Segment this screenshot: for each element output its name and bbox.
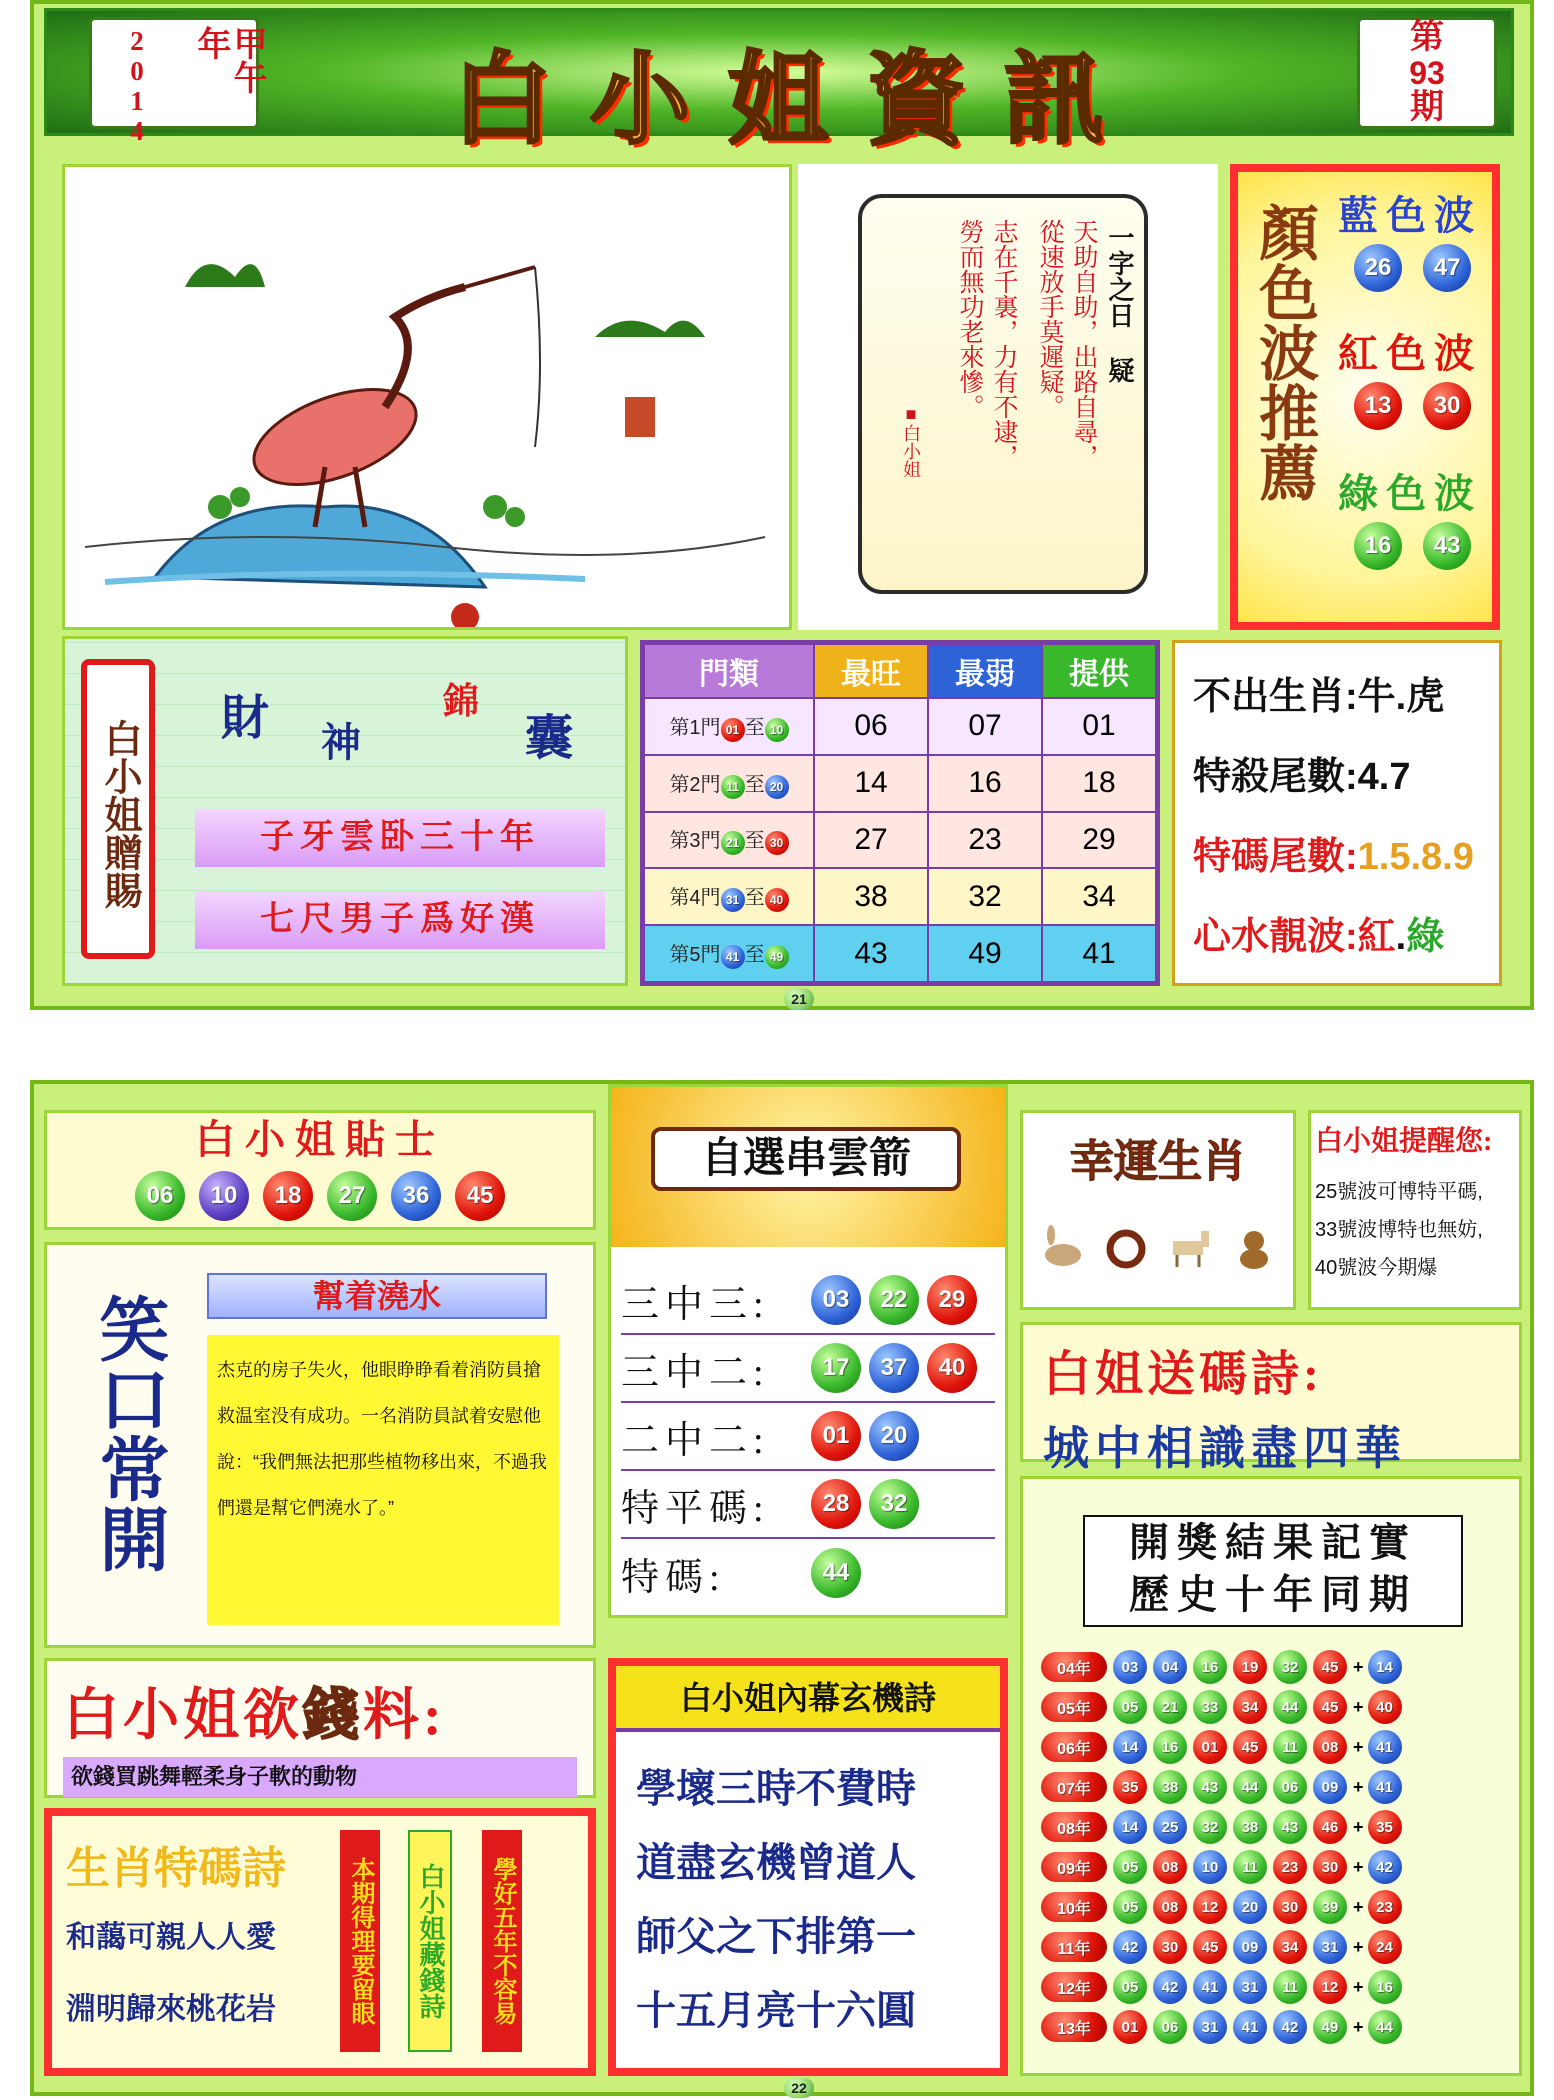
- history-panel: [1020, 1476, 1522, 2076]
- lucky-panel: [1020, 1110, 1296, 1310]
- history-row: [1041, 1647, 1511, 1687]
- number-ball: 12: [1313, 1970, 1347, 2004]
- zhi-label: 至: [744, 830, 765, 853]
- history-row: [1041, 2007, 1511, 2047]
- number-ball: 30: [1423, 382, 1471, 430]
- door-label: 第5門: [669, 944, 721, 967]
- ziyuan-row-label: 二中二:: [621, 1419, 770, 1462]
- year-book: [89, 17, 265, 146]
- remind-line-2: 33號波博特也無妨,: [1315, 1219, 1483, 1241]
- number-ball: 42: [1273, 2010, 1307, 2044]
- number-ball: 31: [721, 888, 745, 912]
- number-ball: 05: [1113, 1850, 1147, 1884]
- number-ball: 06: [135, 1171, 185, 1221]
- monkey-icon: [1229, 1225, 1279, 1269]
- year-num: 2014: [122, 26, 152, 146]
- tieshi-title: 白小姐貼士: [195, 1117, 445, 1162]
- number-ball: 30: [765, 831, 789, 855]
- gift-line-1: 子牙雲卧三十年: [195, 809, 605, 867]
- number-ball: 28: [811, 1479, 861, 1529]
- special-tail-value: 1.5.8.9: [1357, 836, 1474, 878]
- table-row: [644, 698, 1156, 755]
- col-header-min: 最弱: [928, 644, 1042, 698]
- color-wave-side-title: 顏色波推薦: [1251, 202, 1317, 502]
- heron-fishing-illustration: [65, 167, 789, 627]
- number-ball: 16: [1193, 1650, 1227, 1684]
- history-rows: [1041, 1647, 1511, 2047]
- kill-tail-line: 特殺尾數:4.7: [1193, 756, 1411, 798]
- lucky-title: 幸運生肖: [1070, 1137, 1246, 1186]
- number-ball: 05: [1113, 1890, 1147, 1924]
- number-ball: 45: [1233, 1730, 1267, 1764]
- number-ball: 03: [811, 1275, 861, 1325]
- history-title-1: 開獎結果記實: [1129, 1520, 1417, 1565]
- red-wave-label: 紅色波: [1338, 331, 1482, 376]
- inner-poem-title: 白小姐內幕玄機詩: [616, 1666, 1000, 1732]
- history-year: 04年: [1041, 1652, 1107, 1682]
- table-cell: 43: [814, 925, 928, 982]
- number-ball: 25: [1153, 1810, 1187, 1844]
- history-row: [1041, 1887, 1511, 1927]
- green-wave-nums: [1354, 522, 1471, 570]
- number-ball: 06: [1273, 1770, 1307, 1804]
- number-ball: 12: [1193, 1890, 1227, 1924]
- number-ball: 10: [765, 718, 789, 742]
- special-ball: 16: [1368, 1970, 1402, 2004]
- special-ball: 44: [1368, 2010, 1402, 2044]
- history-row: [1041, 1927, 1511, 1967]
- number-ball: 33: [1193, 1690, 1227, 1724]
- inner-poem-line: 道盡玄機曾道人: [636, 1840, 916, 1885]
- number-ball: 26: [1354, 244, 1402, 292]
- special-tail-line: [1193, 817, 1481, 897]
- table-row: [644, 925, 1156, 982]
- table-cell: 07: [928, 698, 1042, 755]
- number-ball: 32: [1193, 1810, 1227, 1844]
- history-year: 07年: [1041, 1772, 1107, 1802]
- number-ball: 03: [1113, 1650, 1147, 1684]
- ziyuan-row-label: 三中三:: [621, 1283, 770, 1326]
- scroll-title: 一字之日 疑: [1105, 224, 1134, 383]
- door-label: 第3門: [669, 830, 721, 853]
- zhi-label: 至: [744, 887, 765, 910]
- history-year: 08年: [1041, 1812, 1107, 1842]
- number-ball: 14: [1113, 1810, 1147, 1844]
- number-ball: 08: [1153, 1850, 1187, 1884]
- heart-wave-label: 心水靚波:: [1193, 916, 1358, 958]
- remind-panel: [1308, 1110, 1522, 1310]
- door-label-cell: [644, 755, 814, 812]
- bottom-page: [30, 1080, 1534, 2096]
- table-row: [644, 812, 1156, 869]
- number-ball: 01: [721, 718, 745, 742]
- special-ball: 24: [1368, 1930, 1402, 1964]
- remind-title: 白小姐提醒您:: [1315, 1126, 1493, 1157]
- special-ball: 41: [1368, 1730, 1402, 1764]
- special-tail-label: 特碼尾數:: [1193, 836, 1358, 878]
- scroll-line-1: 天助自助，出路自尋，: [1070, 219, 1097, 469]
- heart-wave-dot: .: [1395, 916, 1407, 958]
- history-year: 13年: [1041, 2012, 1107, 2042]
- joke-panel: [44, 1242, 596, 1648]
- number-ball: 21: [1153, 1690, 1187, 1724]
- number-ball: 11: [1273, 1970, 1307, 2004]
- ziyuan-panel: [608, 1084, 1008, 1618]
- number-ball: 43: [1193, 1770, 1227, 1804]
- number-ball: 36: [391, 1171, 441, 1221]
- number-ball: 04: [1153, 1650, 1187, 1684]
- history-row: [1041, 1727, 1511, 1767]
- number-ball: 22: [869, 1275, 919, 1325]
- gift-word-2: 神: [321, 720, 361, 765]
- special-ball: 14: [1368, 1650, 1402, 1684]
- table-cell: 01: [1042, 698, 1156, 755]
- number-ball: 16: [1153, 1730, 1187, 1764]
- gift-side-label: 白小姐贈賜: [81, 659, 155, 959]
- tieshi-panel: [44, 1110, 596, 1230]
- number-ball: 11: [1233, 1850, 1267, 1884]
- table-cell: 18: [1042, 755, 1156, 812]
- number-ball: 20: [765, 775, 789, 799]
- number-ball: 34: [1273, 1930, 1307, 1964]
- poem-send-title: 白姐送碼詩:: [1043, 1348, 1323, 1401]
- page-number-bottom: 22: [784, 2078, 814, 2098]
- history-row: [1041, 1967, 1511, 2007]
- number-ball: 17: [811, 1343, 861, 1393]
- inner-poem-line: 十五月亮十六圓: [636, 1988, 916, 2033]
- top-page: [30, 0, 1534, 1010]
- number-ball: 13: [1354, 382, 1402, 430]
- history-row: [1041, 1687, 1511, 1727]
- plus-sign: +: [1353, 1736, 1364, 1757]
- door-label-cell: [644, 868, 814, 925]
- number-ball: 46: [1313, 1810, 1347, 1844]
- issue-num: 93: [1409, 55, 1445, 91]
- zodiac-poem-panel: [44, 1808, 596, 2076]
- number-ball: 47: [1423, 244, 1471, 292]
- number-ball: 45: [1313, 1690, 1347, 1724]
- number-ball: 09: [1313, 1770, 1347, 1804]
- heart-wave-red: 紅: [1357, 916, 1396, 958]
- number-ball: 21: [721, 831, 745, 855]
- ziyuan-row: [621, 1403, 995, 1471]
- number-ball: 01: [811, 1411, 861, 1461]
- number-ball: 10: [199, 1171, 249, 1221]
- plus-sign: +: [1353, 1936, 1364, 1957]
- history-year: 09年: [1041, 1852, 1107, 1882]
- money-riddle: 欲錢買跳舞輕柔身子軟的動物: [63, 1757, 577, 1797]
- number-ball: 31: [1313, 1930, 1347, 1964]
- number-ball: 23: [1273, 1850, 1307, 1884]
- number-ball: 41: [1233, 2010, 1267, 2044]
- special-ball: 40: [1368, 1690, 1402, 1724]
- number-ball: 08: [1153, 1890, 1187, 1924]
- ziyuan-row-label: 三中二:: [621, 1351, 770, 1394]
- number-ball: 41: [1193, 1970, 1227, 2004]
- zodiac-poem-vertical-3: 學好五年不容易: [482, 1830, 522, 2052]
- number-ball: 37: [869, 1343, 919, 1393]
- number-ball: 44: [1233, 1770, 1267, 1804]
- number-ball: 11: [1273, 1730, 1307, 1764]
- inner-poem-line: 學壞三時不費時: [636, 1766, 916, 1811]
- money-panel: [44, 1658, 596, 1798]
- number-ball: 42: [1113, 1930, 1147, 1964]
- number-ball: 44: [1273, 1690, 1307, 1724]
- door-label: 第1門: [669, 716, 721, 739]
- joke-title: 幫着澆水: [207, 1273, 547, 1319]
- number-ball: 27: [327, 1171, 377, 1221]
- number-ball: 40: [927, 1343, 977, 1393]
- table-cell: 23: [928, 812, 1042, 869]
- door-label: 第4門: [669, 887, 721, 910]
- gift-word-4: 囊: [525, 712, 574, 765]
- illustration-panel: [62, 164, 792, 630]
- money-title: [63, 1671, 593, 1751]
- zodiac-poem-vertical-2: 白小姐藏錢詩: [408, 1830, 452, 2052]
- snake-icon: [1101, 1225, 1151, 1269]
- tips-panel: [1172, 640, 1502, 986]
- number-ball: 45: [1313, 1650, 1347, 1684]
- zhi-label: 至: [744, 944, 765, 967]
- col-header-type: 門類: [644, 644, 814, 698]
- number-ball: 31: [1193, 2010, 1227, 2044]
- zodiac-poem-line-2: 淵明歸來桃花岩: [66, 1993, 276, 2026]
- number-ball: 05: [1113, 1690, 1147, 1724]
- number-ball: 20: [869, 1411, 919, 1461]
- history-year: 12年: [1041, 1972, 1107, 2002]
- gift-word-3: 錦: [443, 681, 480, 721]
- history-title-2: 歷史十年同期: [1129, 1572, 1417, 1617]
- green-wave-label: 綠色波: [1338, 471, 1482, 516]
- plus-sign: +: [1353, 1776, 1364, 1797]
- number-ball: 43: [1423, 522, 1471, 570]
- gift-panel: [62, 636, 628, 986]
- plus-sign: +: [1353, 1816, 1364, 1837]
- plus-sign: +: [1353, 1856, 1364, 1877]
- number-ball: 34: [1233, 1690, 1267, 1724]
- main-title: 白小姐資訊: [452, 45, 1142, 156]
- zhi-label: 至: [744, 716, 765, 739]
- zodiac-poem-title: 生肖特碼詩: [66, 1844, 286, 1893]
- door-label: 第2門: [669, 773, 721, 796]
- number-ball: 18: [263, 1171, 313, 1221]
- number-ball: 45: [455, 1171, 505, 1221]
- no-zodiac-line: 不出生肖:牛.虎: [1193, 676, 1445, 718]
- number-ball: 01: [1113, 2010, 1147, 2044]
- scroll-line-4: 勞而無功老來慘。: [956, 219, 983, 419]
- history-year: 06年: [1041, 1732, 1107, 1762]
- red-wave-nums: [1354, 382, 1471, 430]
- table-cell: 34: [1042, 868, 1156, 925]
- ziyuan-row: [621, 1335, 995, 1403]
- scroll-line-2: 從速放手莫遲疑。: [1036, 219, 1063, 419]
- history-year: 05年: [1041, 1692, 1107, 1722]
- issue-book: [1357, 17, 1497, 129]
- money-title-c: 料:: [363, 1685, 446, 1747]
- number-ball: 40: [765, 888, 789, 912]
- number-ball: 38: [1153, 1770, 1187, 1804]
- number-ball: 38: [1233, 1810, 1267, 1844]
- number-ball: 30: [1273, 1890, 1307, 1924]
- number-ball: 30: [1313, 1850, 1347, 1884]
- blue-wave-nums: [1354, 244, 1471, 292]
- tieshi-balls: [47, 1171, 593, 1221]
- number-ball: 42: [1153, 1970, 1187, 2004]
- door-label-cell: [644, 812, 814, 869]
- number-ball: 14: [1113, 1730, 1147, 1764]
- inner-poem-panel: [608, 1658, 1008, 2076]
- table-cell: 32: [928, 868, 1042, 925]
- zodiac-poem-vertical-1: 本期得理要留眼: [340, 1830, 380, 2052]
- issue-top: 第: [1410, 19, 1444, 56]
- number-ball: 06: [1153, 2010, 1187, 2044]
- remind-line-1: 25號波可博特平碼,: [1315, 1181, 1483, 1203]
- rabbit-icon: [1037, 1225, 1087, 1269]
- history-year: 11年: [1041, 1932, 1107, 1962]
- table-cell: 38: [814, 868, 928, 925]
- zhi-label: 至: [744, 773, 765, 796]
- poem-send-line: 城中相識盡四華: [1043, 1423, 1407, 1474]
- door-label-cell: [644, 925, 814, 982]
- money-title-a: 白小姐欲: [63, 1685, 303, 1747]
- number-ball: 45: [1193, 1930, 1227, 1964]
- number-ball: 49: [1313, 2010, 1347, 2044]
- ziyuan-row: [621, 1539, 995, 1607]
- number-ball: 43: [1273, 1810, 1307, 1844]
- number-ball: 08: [1313, 1730, 1347, 1764]
- table-row: [644, 755, 1156, 812]
- number-ball: 44: [811, 1548, 861, 1598]
- special-ball: 35: [1368, 1810, 1402, 1844]
- number-ball: 32: [1273, 1650, 1307, 1684]
- history-row: [1041, 1767, 1511, 1807]
- horse-icon: [1165, 1225, 1215, 1269]
- header-banner: [44, 8, 1514, 156]
- zodiac-poem-line-1: 和藹可親人人愛: [66, 1921, 276, 1954]
- table-cell: 49: [928, 925, 1042, 982]
- door-table: [643, 643, 1157, 983]
- blue-wave-label: 藍色波: [1338, 193, 1482, 238]
- col-header-max: 最旺: [814, 644, 928, 698]
- history-row: [1041, 1847, 1511, 1887]
- number-ball: 11: [721, 775, 745, 799]
- inner-poem-line: 師父之下排第一: [636, 1914, 916, 1959]
- heart-wave-line: [1193, 897, 1481, 977]
- scroll-line-3: 志在千裏，力有不逮，: [990, 219, 1017, 469]
- table-cell: 27: [814, 812, 928, 869]
- history-row: [1041, 1807, 1511, 1847]
- table-cell: 29: [1042, 812, 1156, 869]
- number-ball: 09: [1233, 1930, 1267, 1964]
- table-cell: 16: [928, 755, 1042, 812]
- scroll-signature: ■白小姐: [901, 404, 921, 478]
- number-ball: 39: [1313, 1890, 1347, 1924]
- money-title-b: 錢: [303, 1685, 363, 1747]
- number-ball: 49: [765, 945, 789, 969]
- ziyuan-row-label: 特碼:: [621, 1556, 726, 1599]
- poem-send-panel: [1020, 1322, 1522, 1474]
- inner-poem-lines: [636, 1752, 982, 2048]
- door-label-cell: [644, 698, 814, 755]
- ziyuan-row-label: 特平碼:: [621, 1487, 770, 1530]
- page-number-top: 21: [784, 988, 814, 1010]
- number-ball: 05: [1113, 1970, 1147, 2004]
- plus-sign: +: [1353, 1896, 1364, 1917]
- ziyuan-rows: [621, 1267, 995, 1607]
- year-name: 甲午年: [192, 26, 265, 94]
- gift-word-1: 財: [221, 692, 270, 745]
- table-cell: 41: [1042, 925, 1156, 982]
- plus-sign: +: [1353, 1656, 1364, 1677]
- number-ball: 31: [1233, 1970, 1267, 2004]
- plus-sign: +: [1353, 1976, 1364, 1997]
- plus-sign: +: [1353, 2016, 1364, 2037]
- lucky-animals: [1023, 1225, 1293, 1269]
- history-year: 10年: [1041, 1892, 1107, 1922]
- number-ball: 19: [1233, 1650, 1267, 1684]
- special-ball: 23: [1368, 1890, 1402, 1924]
- gift-line-2: 七尺男子爲好漢: [195, 891, 605, 949]
- number-ball: 01: [1193, 1730, 1227, 1764]
- table-row: [644, 868, 1156, 925]
- table-cell: 14: [814, 755, 928, 812]
- ziyuan-row: [621, 1267, 995, 1335]
- number-ball: 16: [1354, 522, 1402, 570]
- number-ball: 35: [1113, 1770, 1147, 1804]
- special-ball: 41: [1368, 1770, 1402, 1804]
- number-ball: 10: [1193, 1850, 1227, 1884]
- number-ball: 30: [1153, 1930, 1187, 1964]
- joke-text: 杰克的房子失火，他眼睁睁看着消防員搶救温室没有成功。一名消防員試着安慰他說：“我們無法把那些植物移出來，不過我們還是幫它們澆水了。”: [207, 1335, 559, 1625]
- plus-sign: +: [1353, 1696, 1364, 1717]
- ziyuan-title-area: [611, 1087, 1005, 1247]
- special-ball: 42: [1368, 1850, 1402, 1884]
- joke-side-title: 笑口常開: [89, 1293, 166, 1573]
- issue-bottom: 期: [1410, 89, 1444, 126]
- table-cell: 06: [814, 698, 928, 755]
- remind-line-3: 40號波今期爆: [1315, 1257, 1438, 1279]
- heart-wave-green: 綠: [1406, 916, 1445, 958]
- number-ball: 20: [1233, 1890, 1267, 1924]
- color-wave-panel: [1230, 164, 1500, 630]
- ziyuan-title: 自選串雲箭: [651, 1127, 961, 1191]
- number-ball: 41: [721, 945, 745, 969]
- door-table-panel: [640, 640, 1160, 986]
- number-ball: 32: [869, 1479, 919, 1529]
- ziyuan-row: [621, 1471, 995, 1539]
- scroll-panel: [798, 164, 1218, 630]
- number-ball: 29: [927, 1275, 977, 1325]
- history-title-box: [1083, 1515, 1463, 1627]
- col-header-provide: 提供: [1042, 644, 1156, 698]
